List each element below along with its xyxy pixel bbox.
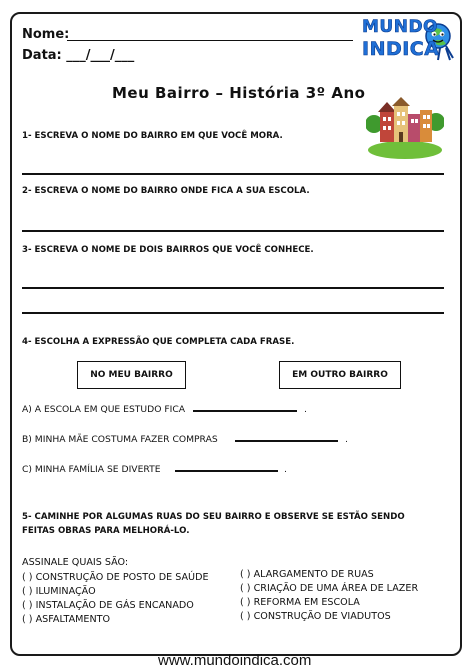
option-no-meu-bairro: NO MEU BAIRRO [77, 361, 186, 389]
item-a: A) A ESCOLA EM QUE ESTUDO FICA [22, 404, 186, 415]
q5-instruction: ASSINALE QUAIS SÃO: [22, 557, 129, 568]
footer-url[interactable]: www.mundoindica.com [158, 652, 312, 669]
name-line [67, 40, 353, 41]
item-c: C) MINHA FAMÍLIA SE DIVERTE [22, 464, 161, 475]
answer-line-3b[interactable] [22, 312, 444, 314]
question-4: 4- ESCOLHA A EXPRESSÃO QUE COMPLETA CADA FRASE. [22, 337, 295, 347]
checklist-item[interactable]: ( ) INSTALAÇÃO DE GÁS ENCANADO [22, 600, 194, 611]
checklist-item[interactable]: ( ) CONSTRUÇÃO DE POSTO DE SAÚDE [22, 572, 209, 583]
page-title: Meu Bairro – História 3º Ano [112, 84, 366, 102]
fill-line-b[interactable] [235, 440, 338, 442]
answer-line-2[interactable] [22, 230, 444, 232]
checklist-item[interactable]: ( ) CONSTRUÇÃO DE VIADUTOS [240, 611, 391, 622]
question-5-line-2: FEITAS OBRAS PARA MELHORÁ-LO. [22, 526, 190, 536]
checklist-left [22, 571, 209, 627]
item-c-period: . [284, 464, 287, 475]
logo-text-bottom: INDICA [362, 38, 440, 60]
question-1: 1- ESCREVA O NOME DO BAIRRO EM QUE VOCÊ MORA. [22, 131, 283, 141]
date-label: Data: ___/___/___ [22, 48, 135, 63]
checklist-right [240, 568, 418, 624]
question-5-line-1: 5- CAMINHE POR ALGUMAS RUAS DO SEU BAIRRO E OBSERVE SE ESTÃO SENDO [22, 512, 405, 522]
item-b-period: . [345, 434, 348, 445]
question-3: 3- ESCREVA O NOME DE DOIS BAIRROS QUE VOCÊ CONHECE. [22, 245, 314, 255]
question-2: 2- ESCREVA O NOME DO BAIRRO ONDE FICA A SUA ESCOLA. [22, 186, 310, 196]
checklist-item[interactable]: ( ) ASFALTAMENTO [22, 614, 111, 625]
city-buildings-icon [366, 94, 444, 160]
answer-line-1[interactable] [22, 173, 444, 175]
name-label: Nome: [22, 27, 70, 42]
checklist-item[interactable]: ( ) ALARGAMENTO DE RUAS [240, 569, 374, 580]
checklist-item[interactable]: ( ) REFORMA EM ESCOLA [240, 597, 360, 608]
checklist-item[interactable]: ( ) CRIAÇÃO DE UMA ÁREA DE LAZER [240, 583, 419, 594]
logo-text-top: MUNDO [362, 17, 439, 37]
item-b: B) MINHA MÃE COSTUMA FAZER COMPRAS [22, 434, 218, 445]
checklist-item[interactable]: ( ) ILUMINAÇÃO [22, 586, 96, 597]
neighborhood-illustration [366, 94, 444, 160]
mundo-indica-logo [360, 14, 460, 70]
option-em-outro-bairro: EM OUTRO BAIRRO [279, 361, 401, 389]
answer-line-3a[interactable] [22, 287, 444, 289]
fill-line-c[interactable] [175, 470, 278, 472]
item-a-period: . [304, 404, 307, 415]
fill-line-a[interactable] [193, 410, 297, 412]
